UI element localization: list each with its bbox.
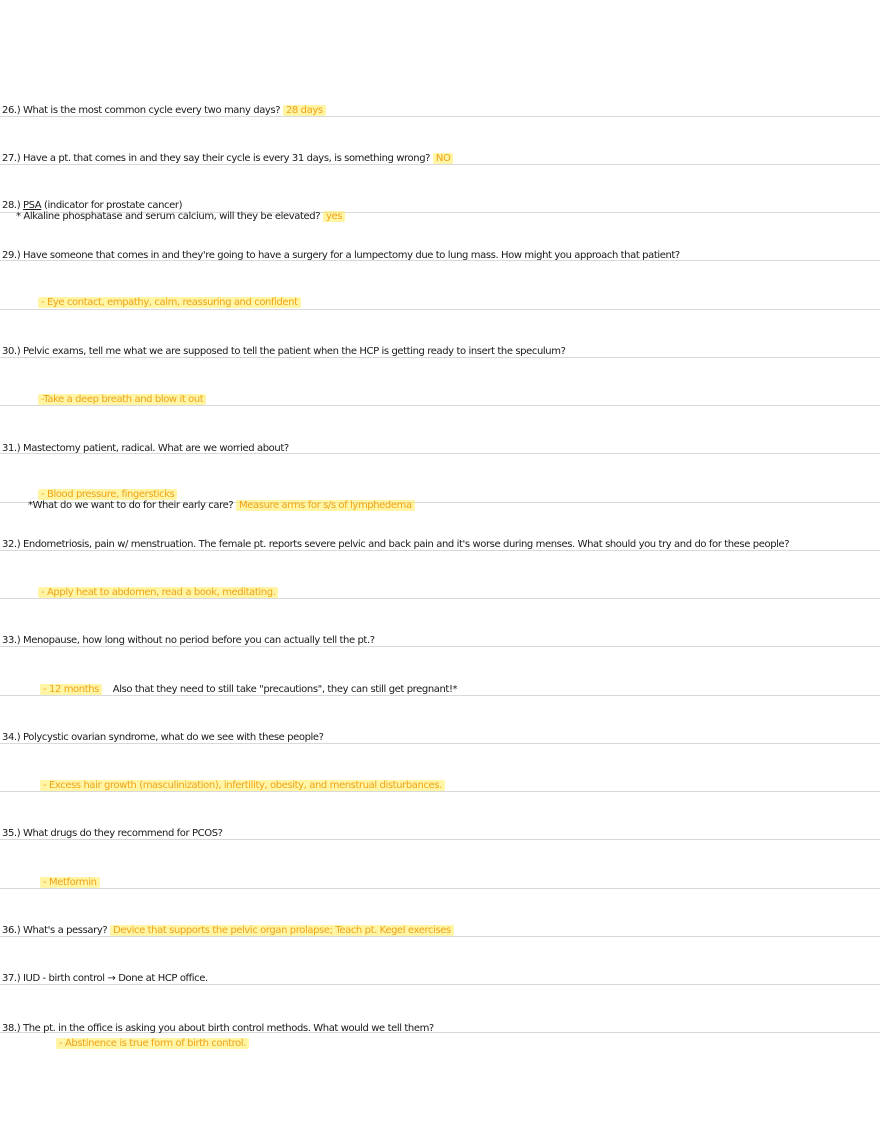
question-text: 29.) Have someone that comes in and they're going to have a surgery for a lumpectomy due to lung mass. How might you approach that patient?	[2, 250, 680, 261]
question-text: 37.) IUD - birth control → Done at HCP office.	[2, 973, 208, 984]
question-number: 28.)	[2, 200, 21, 211]
question-27	[2, 152, 453, 165]
answer-38	[56, 1037, 249, 1050]
answer-text: - Excess hair growth (masculinization), infertility, obesity, and menstrual disturbances.	[40, 780, 445, 791]
question-29	[2, 249, 680, 262]
answer-34	[40, 779, 445, 792]
answer-text: NO	[433, 153, 454, 164]
answer-32	[38, 586, 278, 599]
question-26	[2, 104, 326, 117]
question-31	[2, 442, 289, 455]
answer-text: - Metformin	[40, 877, 100, 888]
answer-text: yes	[323, 211, 345, 222]
note-text: Also that they need to still take "precautions", they can still get pregnant!*	[112, 684, 458, 695]
question-text: 34.) Polycystic ovarian syndrome, what do we see with these people?	[2, 732, 324, 743]
question-text: 36.) What's a pessary?	[2, 925, 108, 936]
sub-answer-text: Measure arms for s/s of lymphedema	[236, 500, 415, 511]
question-35	[2, 827, 223, 840]
answer-text: Device that supports the pelvic organ prolapse; Teach pt. Kegel exercises	[110, 925, 454, 936]
question-text: 32.) Endometriosis, pain w/ menstruation. The female pt. reports severe pelvic and back pain and it's worse during menses. What should you try and do for these people?	[2, 539, 790, 550]
question-text: 35.) What drugs do they recommend for PCOS?	[2, 828, 223, 839]
rule-line	[0, 309, 880, 310]
question-31-sub	[28, 499, 415, 512]
answer-29	[38, 296, 301, 309]
question-36	[2, 924, 454, 937]
question-33	[2, 634, 375, 647]
question-text: 30.) Pelvic exams, tell me what we are supposed to tell the patient when the HCP is getting ready to insert the speculum?	[2, 346, 566, 357]
answer-text: - 12 months	[40, 684, 102, 695]
question-30	[2, 345, 565, 358]
question-34	[2, 731, 324, 744]
rule-line	[0, 888, 880, 889]
answer-text: - Abstinence is true form of birth control.	[56, 1038, 249, 1049]
answer-30	[38, 393, 206, 406]
answer-35	[40, 876, 100, 889]
answer-text: 28 days	[283, 105, 326, 116]
question-text: 31.) Mastectomy patient, radical. What are we worried about?	[2, 443, 289, 454]
question-28-sub	[16, 210, 345, 223]
question-38	[2, 1022, 434, 1035]
answer-text: - Apply heat to abdomen, read a book, meditating.	[38, 587, 278, 598]
sub-question-text: * Alkaline phosphatase and serum calcium, will they be elevated?	[16, 211, 321, 222]
answer-text: -Take a deep breath and blow it out	[38, 394, 206, 405]
question-text: 27.) Have a pt. that comes in and they say their cycle is every 31 days, is something wrong?	[2, 153, 431, 164]
question-text: 26.) What is the most common cycle every two many days?	[2, 105, 281, 116]
answer-33	[40, 683, 457, 696]
answer-text: - Eye contact, empathy, calm, reassuring and confident	[38, 297, 301, 308]
question-32	[2, 538, 789, 551]
answer-text: - Blood pressure, fingersticks	[38, 489, 177, 500]
sub-question-text: *What do we want to do for their early care?	[28, 500, 234, 511]
question-text: (indicator for prostate cancer)	[44, 200, 183, 211]
psa-term: PSA	[23, 200, 42, 211]
question-37	[2, 972, 208, 985]
question-text: 38.) The pt. in the office is asking you about birth control methods. What would we tell them?	[2, 1023, 434, 1034]
question-text: 33.) Menopause, how long without no period before you can actually tell the pt.?	[2, 635, 375, 646]
